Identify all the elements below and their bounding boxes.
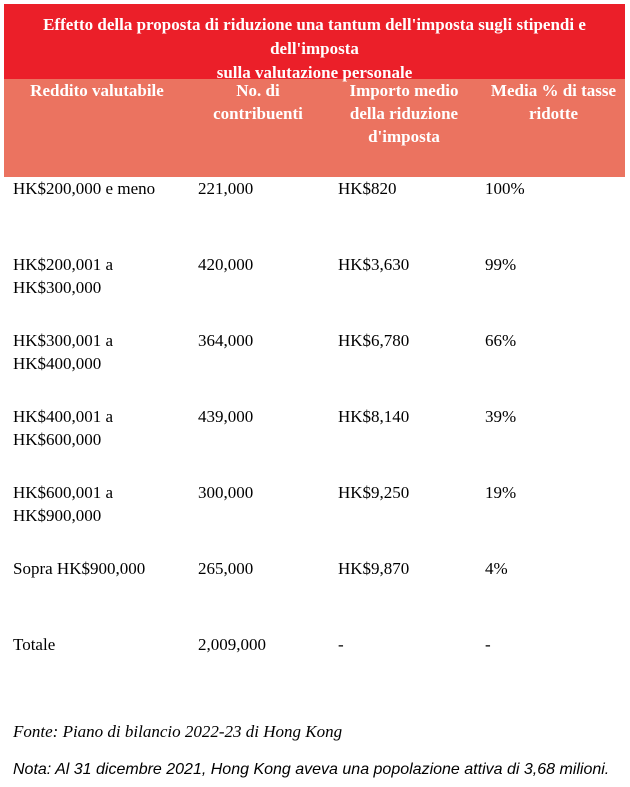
cell-text-line: HK$300,000: [13, 278, 102, 297]
cell-text-line: 19%: [485, 483, 517, 502]
table-row: [4, 557, 625, 633]
avg-pct-reduced-cell: [482, 329, 625, 405]
income-range-cell: [4, 633, 190, 709]
avg-pct-reduced-cell: [482, 633, 625, 709]
income-range-cell: [4, 329, 190, 405]
table-row: [4, 481, 625, 557]
cell-text-line: 4%: [485, 559, 508, 578]
cell-text-line: 420,000: [198, 255, 254, 274]
cell-text-line: HK$600,000: [13, 430, 102, 449]
header-label-line: Media % di tasse: [490, 81, 617, 100]
cell-text-line: 439,000: [198, 407, 254, 426]
avg-pct-reduced-cell: [482, 177, 625, 253]
cell-text-line: HK$300,001 a: [13, 331, 114, 350]
header-row: [4, 79, 625, 177]
income-range-cell: [4, 177, 190, 253]
avg-tax-reduction-cell: [326, 557, 482, 633]
avg-pct-reduced-cell: [482, 557, 625, 633]
cell-text-line: HK$8,140: [338, 407, 410, 426]
taxpayers-count-cell: [190, 557, 326, 633]
table-title-banner: [4, 4, 625, 82]
income-range-cell: [4, 405, 190, 481]
header-label-line: ridotte: [528, 104, 579, 123]
avg-pct-reduced-cell: [482, 253, 625, 329]
column-header-importo-medio-riduzione: [326, 79, 482, 177]
taxpayers-count-cell: [190, 633, 326, 709]
column-header-reddito-valutabile: [4, 79, 190, 177]
table-header-row: [4, 79, 625, 177]
cell-text-line: 66%: [485, 331, 517, 350]
taxpayers-count-cell: [190, 405, 326, 481]
cell-text-line: HK$6,780: [338, 331, 410, 350]
cell-text-line: -: [338, 635, 344, 654]
header-label-line: No. di: [236, 81, 280, 100]
avg-tax-reduction-cell: [326, 633, 482, 709]
table-row: [4, 405, 625, 481]
taxpayers-count-cell: [190, 253, 326, 329]
cell-text-line: Sopra HK$900,000: [13, 559, 146, 578]
column-header-media-pct-tasse-ridotte: [482, 79, 625, 177]
table-row: [4, 633, 625, 709]
header-label-line: contribuenti: [213, 104, 303, 123]
income-range-cell: [4, 253, 190, 329]
cell-text-line: 364,000: [198, 331, 254, 350]
income-range-cell: [4, 481, 190, 557]
cell-text-line: 265,000: [198, 559, 254, 578]
cell-text-line: 2,009,000: [198, 635, 266, 654]
taxpayers-count-cell: [190, 481, 326, 557]
table-row: [4, 177, 625, 253]
cell-text-line: HK$9,250: [338, 483, 410, 502]
cell-text-line: 39%: [485, 407, 517, 426]
column-header-no-di-contribuenti: [190, 79, 326, 177]
cell-text-line: Totale: [13, 635, 56, 654]
cell-text-line: 100%: [485, 179, 525, 198]
table-body: [4, 177, 625, 709]
avg-tax-reduction-cell: [326, 481, 482, 557]
cell-text-line: HK$3,630: [338, 255, 410, 274]
footer-notes: [13, 720, 630, 780]
cell-text-line: HK$200,001 a: [13, 255, 114, 274]
cell-text-line: HK$400,000: [13, 354, 102, 373]
header-label-line: Reddito valutabile: [30, 81, 164, 100]
cell-text-line: 221,000: [198, 179, 254, 198]
income-range-cell: [4, 557, 190, 633]
population-note: Nota: Al 31 dicembre 2021, Hong Kong aveva una popolazione attiva di 3,68 milioni.: [13, 761, 610, 778]
cell-text-line: HK$400,001 a: [13, 407, 114, 426]
table-title-line-1: Effetto della proposta di riduzione una tantum dell'imposta sugli stipendi e dell'imposta: [43, 15, 586, 58]
source-note: Fonte: Piano di bilancio 2022-23 di Hong Kong: [13, 722, 343, 741]
table-row: [4, 329, 625, 405]
cell-text-line: 300,000: [198, 483, 254, 502]
taxpayers-count-cell: [190, 329, 326, 405]
table-row: [4, 253, 625, 329]
header-label-line: Importo medio: [349, 81, 459, 100]
cell-text-line: HK$820: [338, 179, 397, 198]
avg-tax-reduction-cell: [326, 329, 482, 405]
header-label-line: d'imposta: [368, 127, 440, 146]
cell-text-line: HK$900,000: [13, 506, 102, 525]
cell-text-line: HK$600,001 a: [13, 483, 114, 502]
avg-tax-reduction-cell: [326, 253, 482, 329]
avg-pct-reduced-cell: [482, 481, 625, 557]
avg-tax-reduction-cell: [326, 405, 482, 481]
taxpayers-count-cell: [190, 177, 326, 253]
cell-text-line: -: [485, 635, 491, 654]
avg-pct-reduced-cell: [482, 405, 625, 481]
cell-text-line: HK$200,000 e meno: [13, 179, 156, 198]
cell-text-line: 99%: [485, 255, 517, 274]
tax-reduction-table: [4, 79, 625, 709]
avg-tax-reduction-cell: [326, 177, 482, 253]
table-title-line-2: sulla valutazione personale: [216, 63, 413, 82]
header-label-line: della riduzione: [349, 104, 459, 123]
cell-text-line: HK$9,870: [338, 559, 410, 578]
